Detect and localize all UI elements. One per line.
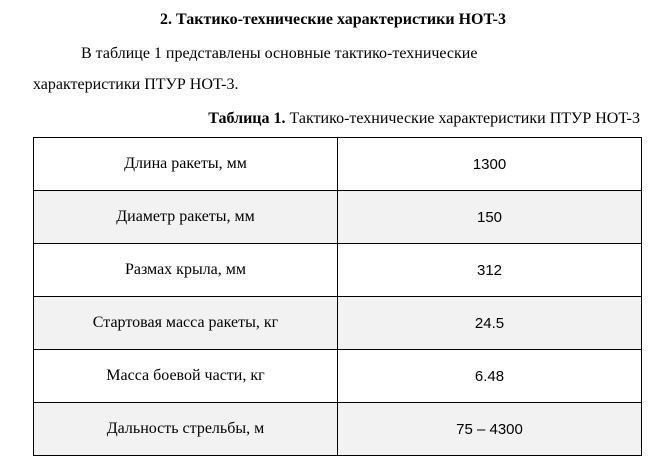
value-cell: 150 — [338, 191, 642, 244]
section-heading: 2. Тактико-технические характеристики HOT-3 — [160, 11, 506, 28]
intro-paragraph-line-1: В таблице 1 представлены основные тактико-технические — [81, 45, 478, 62]
value-cell: 75 – 4300 — [338, 403, 642, 456]
intro-paragraph-line-2: характеристики ПТУР HOT-3. — [33, 76, 239, 93]
table-caption-label: Таблица 1. — [208, 110, 286, 127]
value-cell: 6.48 — [338, 350, 642, 403]
param-cell: Стартовая масса ракеты, кг — [34, 297, 338, 350]
table-row — [34, 403, 642, 456]
param-cell: Диаметр ракеты, мм — [34, 191, 338, 244]
table-row — [34, 350, 642, 403]
value-cell: 312 — [338, 244, 642, 297]
table-row — [34, 138, 642, 191]
param-cell: Дальность стрельбы, м — [34, 403, 338, 456]
table-caption-text: Тактико-технические характеристики ПТУР HOT-3 — [285, 110, 640, 127]
value-cell: 24.5 — [338, 297, 642, 350]
param-cell: Размах крыла, мм — [34, 244, 338, 297]
table-caption — [208, 108, 640, 130]
table-row — [34, 297, 642, 350]
table-row — [34, 244, 642, 297]
param-cell: Масса боевой части, кг — [34, 350, 338, 403]
param-cell: Длина ракеты, мм — [34, 138, 338, 191]
table-row — [34, 191, 642, 244]
specifications-table — [33, 137, 642, 456]
value-cell: 1300 — [338, 138, 642, 191]
